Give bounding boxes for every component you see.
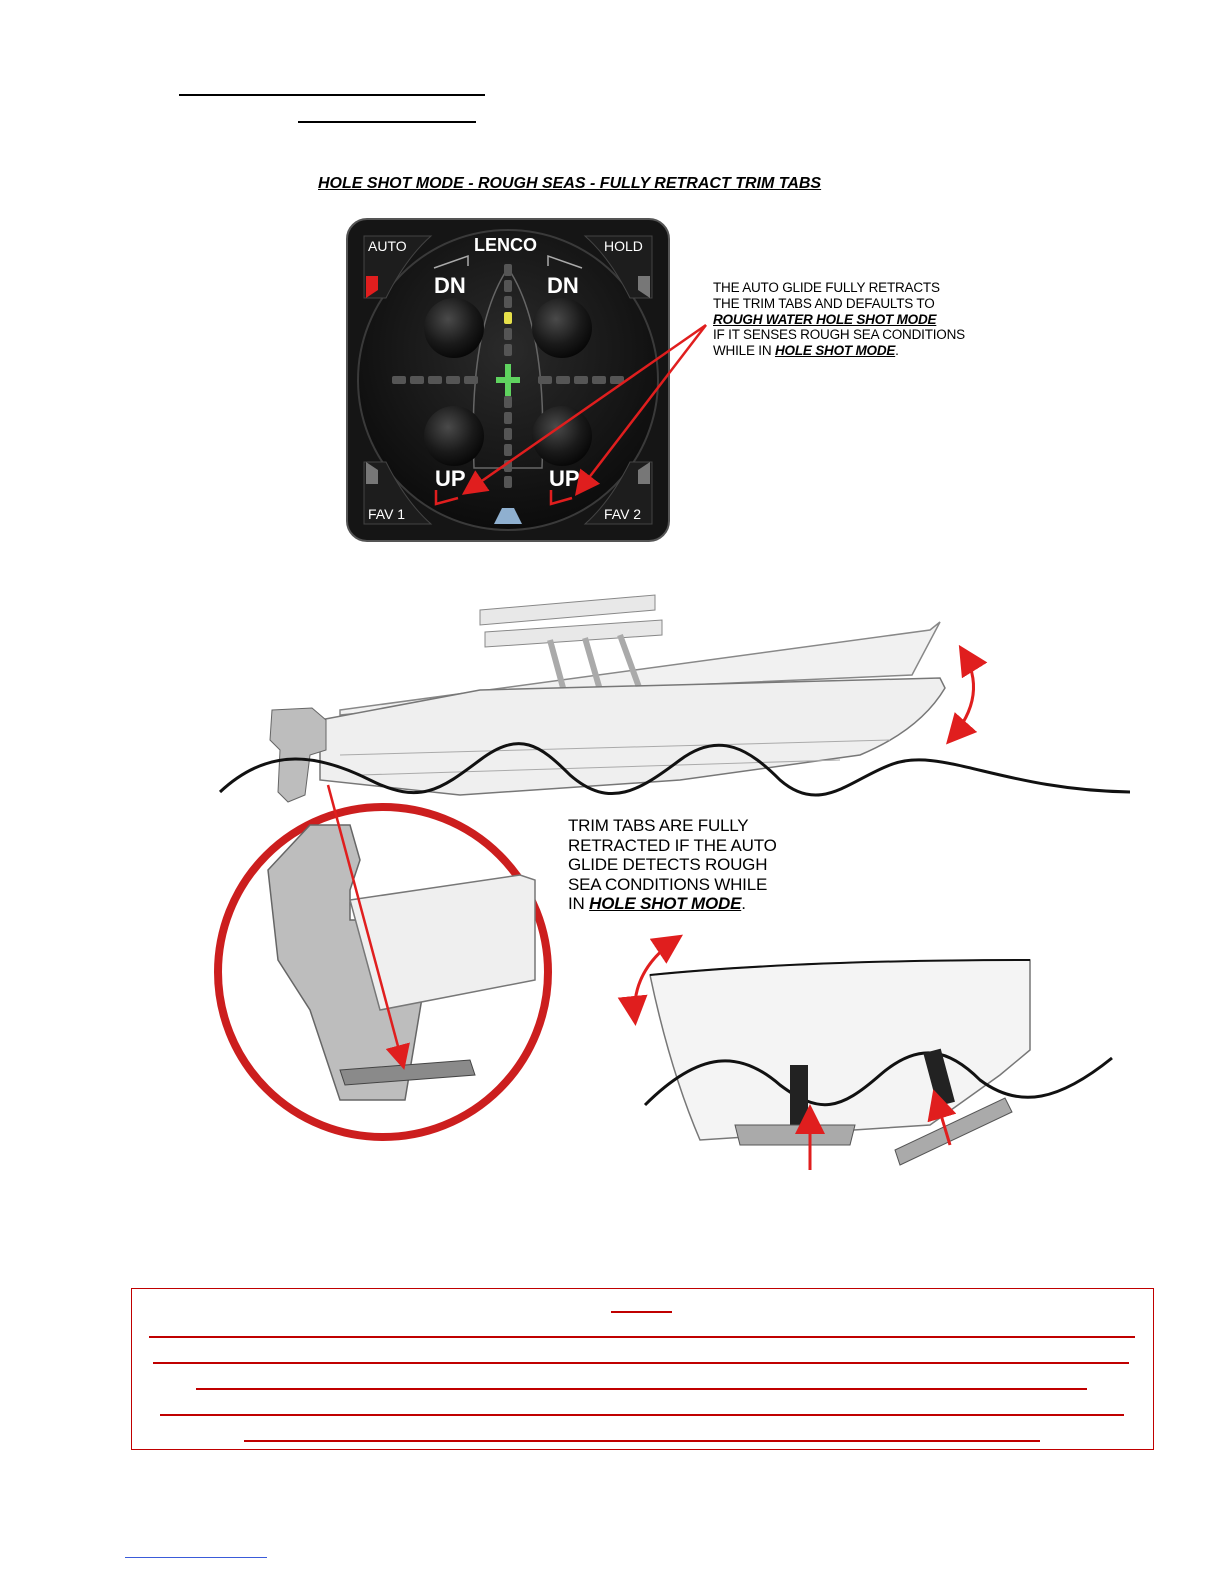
footer-link[interactable]	[125, 1557, 267, 1558]
callout-top-line4: IF IT SENSES ROUGH SEA CONDITIONS	[713, 327, 965, 343]
callout-bottom-line2: RETRACTED IF THE AUTO	[568, 835, 777, 855]
callout-bottom	[568, 816, 777, 914]
callout-top-line1: THE AUTO GLIDE FULLY RETRACTS	[713, 280, 940, 295]
brand-logo: LENCO	[474, 235, 537, 255]
dn-right-button: DN	[547, 273, 579, 298]
dn-left-button: DN	[434, 273, 466, 298]
callout-bottom-line3: GLIDE DETECTS ROUGH	[568, 855, 768, 875]
note-heading-rule	[611, 1311, 672, 1313]
callout-bottom-line5-suffix: .	[741, 894, 746, 914]
callout-bottom-line1: TRIM TABS ARE FULLY	[568, 816, 749, 835]
callout-top-line2: THE TRIM TABS AND DEFAULTS TO	[713, 295, 935, 311]
hold-button: HOLD	[604, 238, 643, 254]
note-rule-4	[160, 1414, 1124, 1416]
fav1-button: FAV 1	[368, 506, 406, 522]
figure-title: HOLE SHOT MODE - ROUGH SEAS - FULLY RETRACT TRIM TABS	[318, 175, 822, 192]
callout-arrows	[0, 0, 1224, 600]
callout-top	[713, 280, 965, 359]
note-rule-1	[149, 1336, 1135, 1338]
callout-top-line5-prefix: WHILE IN	[713, 343, 775, 359]
callout-bottom-line5-prefix: IN	[568, 894, 590, 914]
note-rule-3	[196, 1388, 1087, 1390]
note-rule-5	[244, 1440, 1040, 1442]
up-right-button: UP	[549, 466, 580, 491]
callout-bottom-line4: SEA CONDITIONS WHILE	[568, 874, 768, 894]
callout-top-line3: ROUGH WATER HOLE SHOT MODE	[713, 311, 937, 327]
callout-top-line5-emph: HOLE SHOT MODE	[774, 343, 896, 359]
note-rule-2	[153, 1362, 1129, 1364]
up-left-button: UP	[435, 466, 466, 491]
fav2-button: FAV 2	[604, 506, 642, 522]
callout-bottom-line5-emph: HOLE SHOT MODE	[589, 894, 742, 914]
callout-top-line5-suffix: .	[895, 343, 899, 359]
auto-button: AUTO	[368, 238, 407, 254]
